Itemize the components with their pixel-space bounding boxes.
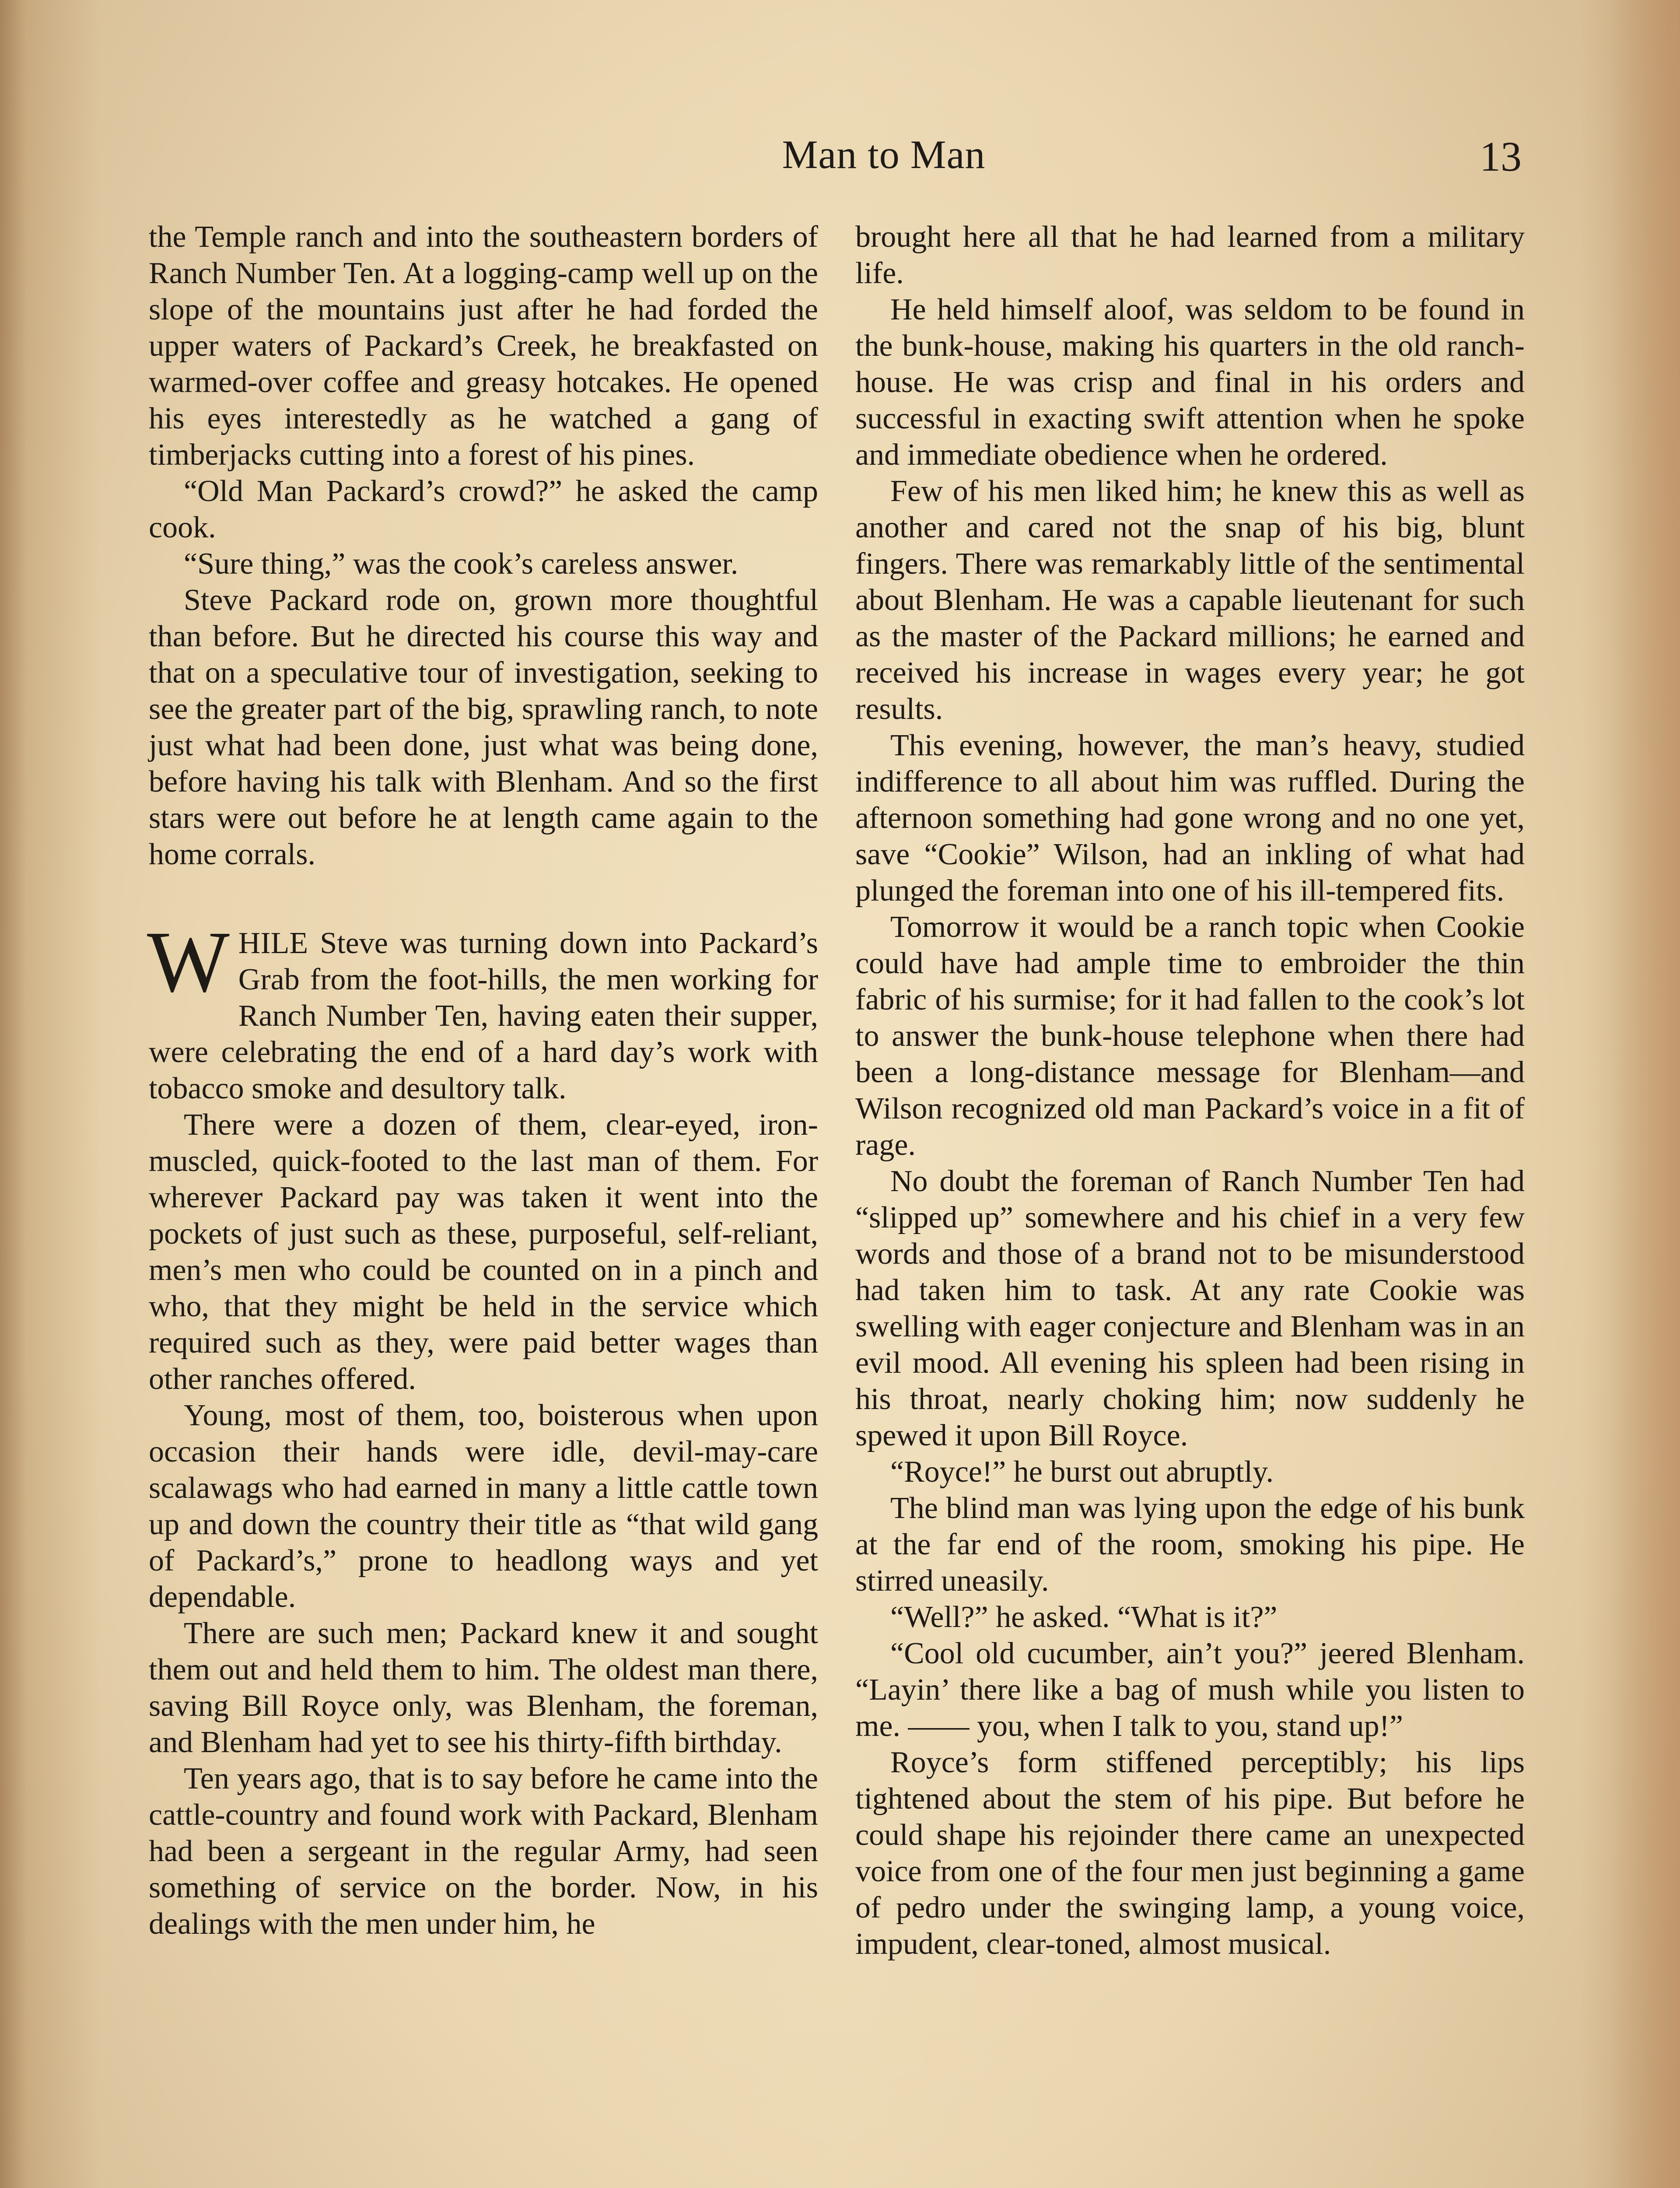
paragraph: Ten years ago, that is to say before he came into the cattle-country and found work with Packard, Blenham had been a sergeant in the regular Army, had seen something of service on the border. Now, in his dealings with the men under him, he xyxy=(149,1762,818,1941)
paragraph: Royce’s form stiffened perceptibly; his lips tightened about the stem of his pipe. But before he could shape his rejoinder there came an unexpected voice from one of the four men just beginning a game of pedro under the swinging lamp, a young voice, impudent, clear-toned, almost musical. xyxy=(855,1746,1525,1961)
page-shadow-right xyxy=(1610,0,1680,2188)
drop-cap: W xyxy=(147,914,230,1010)
paragraph: “Royce!” he burst out abruptly. xyxy=(890,1455,1274,1489)
paragraph-drop-cap: HILE Steve was turning down into Packard’s Grab from the foot-hills, the men working for Ranch Number Ten, having eaten their supper, were celebrating the end of a hard day’s work with tobacco smoke and desultory talk. xyxy=(149,926,818,1105)
paragraph: “Well?” he asked. “What is it?” xyxy=(890,1600,1278,1634)
text-column-right xyxy=(855,219,1525,1962)
paragraph: the Temple ranch and into the southeastern borders of Ranch Number Ten. At a logging-camp well up on the slope of the mountains just after he had forded the upper waters of Packard’s Creek, he breakfasted on warmed-over coffee and greasy hotcakes. He opened his eyes interestedly as he watched a gang of timberjacks cutting into a forest of his pines. xyxy=(149,220,818,472)
page-number: 13 xyxy=(1480,133,1522,180)
paragraph: He held himself aloof, was seldom to be found in the bunk-house, making his quarters in the old ranch-house. He was crisp and final in his orders and successful in exacting swift attention when he spoke and immediate obedience when he ordered. xyxy=(855,293,1525,472)
paragraph: There are such men; Packard knew it and sought them out and held them to him. The oldest man there, saving Bill Royce only, was Blenham, the foreman, and Blenham had yet to see his thirty-fifth birthday. xyxy=(149,1616,818,1759)
paragraph: Steve Packard rode on, grown more thoughtful than before. But he directed his course this way and that on a speculative tour of investigation, seeking to see the greater part of the big, sprawling ranch, to note just what had been done, just what was being done, before having his talk with Blenham. And so the first stars were out before he at length came again to the home corrals. xyxy=(149,583,818,871)
paragraph: “Sure thing,” was the cook’s careless answer. xyxy=(184,547,738,581)
page-shadow-left xyxy=(0,0,26,2188)
paragraph: No doubt the foreman of Ranch Number Ten had “slipped up” somewhere and his chief in a very few words and those of a brand not to be misunderstood had taken him to task. At any rate Cookie was swelling with eager conjecture and Blenham was in an evil mood. All evening his spleen had been rising in his throat, nearly choking him; now suddenly he spewed it upon Bill Royce. xyxy=(855,1164,1525,1452)
paragraph: brought here all that he had learned from a military life. xyxy=(855,220,1525,290)
running-head-title: Man to Man xyxy=(782,132,986,177)
paragraph: Young, most of them, too, boisterous when upon occasion their hands were idle, devil-may-care scalawags who had earned in many a little cattle town up and down the country their title as “that wild gang of Packard’s,” prone to headlong ways and yet dependable. xyxy=(149,1399,818,1614)
text-column-left xyxy=(149,219,818,1942)
paragraph: “Old Man Packard’s crowd?” he asked the camp cook. xyxy=(149,474,818,544)
paragraph: There were a dozen of them, clear-eyed, iron-muscled, quick-footed to the last man of them. For wherever Packard pay was taken it went into the pockets of just such as these, purposeful, self-reliant, men’s men who could be counted on in a pinch and who, that they might be held in the service which required such as they, were paid better wages than other ranches offered. xyxy=(149,1108,818,1396)
paragraph: Tomorrow it would be a ranch topic when Cookie could have had ample time to embroider the thin fabric of his surmise; for it had fallen to the cook’s lot to answer the bunk-house telephone when there had been a long-distance message for Blenham—and Wilson recognized old man Packard’s voice in a fit of rage. xyxy=(855,910,1525,1162)
paragraph: “Cool old cucumber, ain’t you?” jeered Blenham. “Layin’ there like a bag of mush while you listen to me. —— you, when I talk to you, stand up!” xyxy=(855,1637,1525,1743)
paragraph: This evening, however, the man’s heavy, studied indifference to all about him was ruffled. During the afternoon something had gone wrong and no one yet, save “Cookie” Wilson, had an inkling of what had plunged the foreman into one of his ill-tempered fits. xyxy=(855,729,1525,908)
paragraph: Few of his men liked him; he knew this as well as another and cared not the snap of his big, blunt fingers. There was remarkably little of the sentimental about Blenham. He was a capable lieutenant for such as the master of the Packard millions; he earned and received his increase in wages every year; he got results. xyxy=(855,474,1525,726)
paragraph: The blind man was lying upon the edge of his bunk at the far end of the room, smoking his pipe. He stirred uneasily. xyxy=(855,1491,1525,1598)
